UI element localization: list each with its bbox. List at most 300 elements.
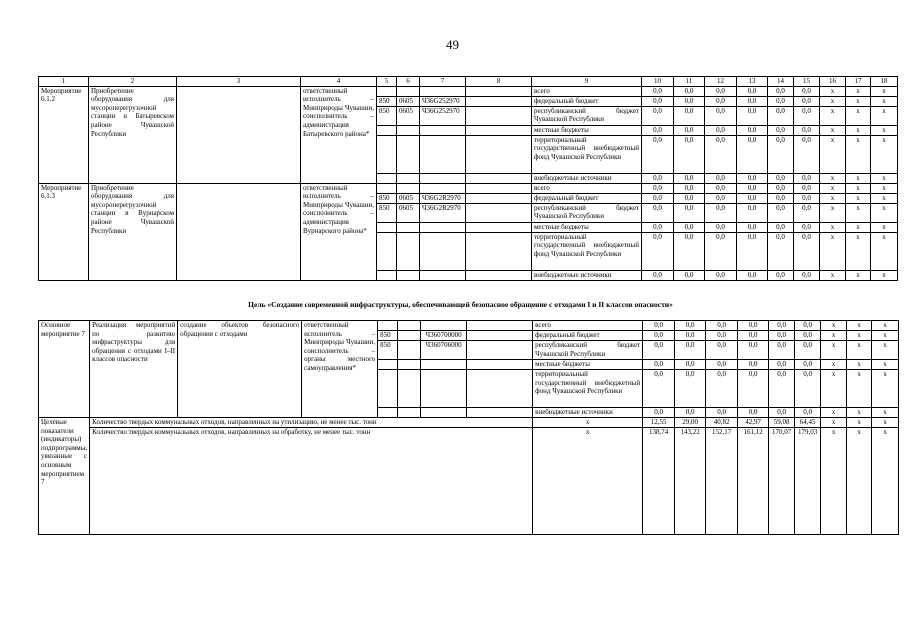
x-cell: x <box>872 360 899 370</box>
amount-cell: 0,0 <box>769 321 795 331</box>
grbs-cell <box>377 135 397 173</box>
empty-cell <box>466 203 532 222</box>
rz-cell <box>398 341 421 360</box>
empty-cell <box>467 341 533 360</box>
amount-cell: 0,0 <box>737 222 768 232</box>
empty-cell <box>466 183 532 193</box>
x-cell: x <box>847 428 872 535</box>
x-cell: x <box>820 173 846 183</box>
amount-cell: 0,0 <box>642 222 674 232</box>
amount-cell: 0,0 <box>737 135 768 173</box>
x-cell: x <box>872 428 899 535</box>
grbs-cell: 850 <box>377 96 397 106</box>
col-header: 18 <box>871 77 898 87</box>
amount-cell: 0,0 <box>674 173 705 183</box>
amount-cell: 0,0 <box>642 125 674 135</box>
amount-cell: 0,0 <box>795 370 821 408</box>
indicator-value: 170,07 <box>769 428 795 535</box>
x-cell: x <box>821 341 847 360</box>
grbs-cell <box>377 222 397 232</box>
amount-cell: 0,0 <box>769 408 795 418</box>
empty-cell <box>466 232 532 270</box>
x-cell: x <box>820 270 846 280</box>
empty-cell <box>466 173 532 183</box>
amount-cell: 0,0 <box>674 232 705 270</box>
col-header: 11 <box>674 77 705 87</box>
indicator-value: 40,82 <box>706 418 738 428</box>
amount-cell: 0,0 <box>674 135 705 173</box>
amount-cell: 0,0 <box>768 96 794 106</box>
amount-cell: 0,0 <box>794 203 820 222</box>
rz-cell <box>398 331 421 341</box>
indicator-value: 179,03 <box>795 428 821 535</box>
x-cell: x <box>871 86 898 96</box>
amount-cell: 0,0 <box>706 370 738 408</box>
amount-cell: 0,0 <box>769 370 795 408</box>
amount-cell: 0,0 <box>738 370 769 408</box>
measure-executor: ответственный исполнитель – Минприроды Чувашии, соисполнитель – администрация Батыревского района* <box>301 86 377 183</box>
amount-cell: 0,0 <box>737 96 768 106</box>
amount-cell: 0,0 <box>794 135 820 173</box>
funding-source: всего <box>532 183 642 193</box>
x-cell: x <box>871 203 898 222</box>
csr-cell <box>420 135 466 173</box>
amount-cell: 0,0 <box>737 183 768 193</box>
grbs-cell <box>377 173 397 183</box>
amount-cell: 0,0 <box>795 341 821 360</box>
funding-source: территориальный государственный внебюджетный фонд Чувашской Республики <box>532 232 642 270</box>
funding-source: внебюджетные источники <box>533 408 643 418</box>
rz-cell <box>397 232 420 270</box>
amount-cell: 0,0 <box>794 222 820 232</box>
measure-name: Реализация мероприятий по развитию инфраструктуры для обращения с отходами I–II классов опасности <box>90 321 178 418</box>
empty-cell <box>466 106 532 125</box>
x-cell: x <box>820 96 846 106</box>
amount-cell: 0,0 <box>674 125 705 135</box>
grbs-cell <box>377 183 397 193</box>
x-cell: x <box>871 106 898 125</box>
grbs-cell <box>377 270 397 280</box>
amount-cell: 0,0 <box>642 106 674 125</box>
indicator-value: 152,17 <box>706 428 738 535</box>
amount-cell: 0,0 <box>768 270 794 280</box>
amount-cell: 0,0 <box>768 125 794 135</box>
x-cell: x <box>847 321 872 331</box>
amount-cell: 0,0 <box>738 331 769 341</box>
indicator-unit-x: x <box>533 428 643 535</box>
funding-source: местные бюджеты <box>533 360 643 370</box>
amount-cell: 0,0 <box>705 106 737 125</box>
amount-cell: 0,0 <box>706 331 738 341</box>
amount-cell: 0,0 <box>675 341 706 360</box>
funding-source: республиканский бюджет Чувашской Республики <box>532 106 642 125</box>
amount-cell: 0,0 <box>675 360 706 370</box>
empty-cell <box>467 408 533 418</box>
amount-cell: 0,0 <box>705 203 737 222</box>
amount-cell: 0,0 <box>643 341 675 360</box>
targets-label: Целевые показатели (индикаторы) подпрограммы, увязанные с основным мероприятием 7 <box>39 418 90 535</box>
measure-result <box>177 86 301 183</box>
amount-cell: 0,0 <box>674 270 705 280</box>
amount-cell: 0,0 <box>737 86 768 96</box>
x-cell: x <box>821 370 847 408</box>
col-header: 1 <box>39 77 89 87</box>
amount-cell: 0,0 <box>737 232 768 270</box>
amount-cell: 0,0 <box>642 135 674 173</box>
amount-cell: 0,0 <box>705 222 737 232</box>
csr-cell <box>420 125 466 135</box>
empty-cell <box>467 360 533 370</box>
page-number: 49 <box>446 37 459 52</box>
csr-cell <box>420 232 466 270</box>
funding-source: федеральный бюджет <box>533 331 643 341</box>
csr-cell <box>421 321 467 331</box>
amount-cell: 0,0 <box>737 173 768 183</box>
indicator-value: 64,45 <box>795 418 821 428</box>
rz-cell <box>398 408 421 418</box>
indicator-value: 138,74 <box>643 428 675 535</box>
indicator-value: 12,55 <box>643 418 675 428</box>
funding-source: местные бюджеты <box>532 125 642 135</box>
csr-cell <box>421 370 467 408</box>
grbs-cell: 850 <box>378 331 398 341</box>
amount-cell: 0,0 <box>768 222 794 232</box>
rz-cell: 0605 <box>397 106 420 125</box>
x-cell: x <box>847 408 872 418</box>
grbs-cell <box>378 408 398 418</box>
amount-cell: 0,0 <box>769 331 795 341</box>
amount-cell: 0,0 <box>705 173 737 183</box>
x-cell: x <box>872 341 899 360</box>
csr-cell <box>420 270 466 280</box>
csr-cell: Ч36G252970 <box>420 106 466 125</box>
x-cell: x <box>846 193 871 203</box>
measure-result: создание объектов безопасного обращения с отходами <box>178 321 302 418</box>
amount-cell: 0,0 <box>642 193 674 203</box>
amount-cell: 0,0 <box>706 341 738 360</box>
x-cell: x <box>820 183 846 193</box>
x-cell: x <box>846 125 871 135</box>
funding-source: федеральный бюджет <box>532 96 642 106</box>
amount-cell: 0,0 <box>705 270 737 280</box>
x-cell: x <box>820 193 846 203</box>
amount-cell: 0,0 <box>642 173 674 183</box>
amount-cell: 0,0 <box>705 232 737 270</box>
x-cell: x <box>847 370 872 408</box>
funding-source: республиканский бюджет Чувашской Республики <box>533 341 643 360</box>
amount-cell: 0,0 <box>738 408 769 418</box>
x-cell: x <box>847 331 872 341</box>
grbs-cell: 850 <box>377 193 397 203</box>
amount-cell: 0,0 <box>794 125 820 135</box>
x-cell: x <box>871 183 898 193</box>
amount-cell: 0,0 <box>768 173 794 183</box>
x-cell: x <box>821 331 847 341</box>
col-header: 16 <box>820 77 846 87</box>
indicator-value: 59,08 <box>769 418 795 428</box>
amount-cell: 0,0 <box>737 125 768 135</box>
csr-cell: Ч36G252970 <box>420 96 466 106</box>
col-header: 17 <box>846 77 871 87</box>
col-header: 2 <box>89 77 177 87</box>
grbs-cell <box>378 370 398 408</box>
empty-cell <box>466 270 532 280</box>
amount-cell: 0,0 <box>642 232 674 270</box>
x-cell: x <box>846 86 871 96</box>
amount-cell: 0,0 <box>737 270 768 280</box>
amount-cell: 0,0 <box>769 360 795 370</box>
funding-source: территориальный государственный внебюджетный фонд Чувашской Республики <box>532 135 642 173</box>
rz-cell <box>397 125 420 135</box>
grbs-cell <box>377 125 397 135</box>
empty-cell <box>467 370 533 408</box>
col-header: 15 <box>794 77 820 87</box>
csr-cell: Ч360700000 <box>421 331 467 341</box>
col-header: 3 <box>177 77 301 87</box>
empty-cell <box>466 135 532 173</box>
amount-cell: 0,0 <box>768 232 794 270</box>
measure-code: Мероприятие 6.1.2 <box>39 86 89 183</box>
csr-cell <box>421 360 467 370</box>
amount-cell: 0,0 <box>795 331 821 341</box>
x-cell: x <box>846 96 871 106</box>
x-cell: x <box>872 370 899 408</box>
funding-source: местные бюджеты <box>532 222 642 232</box>
amount-cell: 0,0 <box>794 173 820 183</box>
rz-cell <box>397 270 420 280</box>
grbs-cell: 850 <box>377 203 397 222</box>
csr-cell <box>420 173 466 183</box>
amount-cell: 0,0 <box>643 331 675 341</box>
amount-cell: 0,0 <box>706 408 738 418</box>
amount-cell: 0,0 <box>675 370 706 408</box>
col-header: 12 <box>705 77 737 87</box>
empty-cell <box>466 86 532 96</box>
rz-cell <box>398 370 421 408</box>
program-table-bottom <box>38 320 899 535</box>
grbs-cell: 850 <box>378 341 398 360</box>
amount-cell: 0,0 <box>674 193 705 203</box>
indicator-value: 161,12 <box>738 428 769 535</box>
amount-cell: 0,0 <box>643 360 675 370</box>
x-cell: x <box>846 106 871 125</box>
indicator-name: Количество твердых коммунальных отходов, направленных на обработку, не менее тыс. тонн <box>90 428 533 535</box>
amount-cell: 0,0 <box>794 183 820 193</box>
measure-executor: ответственный исполнитель – Минприроды Чувашии, соисполнитель – администрация Вурнарского района* <box>301 183 377 280</box>
x-cell: x <box>820 125 846 135</box>
amount-cell: 0,0 <box>768 106 794 125</box>
x-cell: x <box>872 331 899 341</box>
empty-cell <box>467 321 533 331</box>
amount-cell: 0,0 <box>674 86 705 96</box>
amount-cell: 0,0 <box>642 96 674 106</box>
amount-cell: 0,0 <box>705 135 737 173</box>
amount-cell: 0,0 <box>794 193 820 203</box>
measure-code: Мероприятие 6.1.3 <box>39 183 89 280</box>
amount-cell: 0,0 <box>674 106 705 125</box>
x-cell: x <box>846 222 871 232</box>
amount-cell: 0,0 <box>794 106 820 125</box>
indicator-row <box>39 418 899 428</box>
amount-cell: 0,0 <box>794 86 820 96</box>
indicator-name: Количество твердых коммунальных отходов, направленных на утилизацию, не менее тыс. тонн <box>90 418 533 428</box>
csr-cell <box>421 408 467 418</box>
grbs-cell: 850 <box>377 106 397 125</box>
x-cell: x <box>846 183 871 193</box>
x-cell: x <box>820 232 846 270</box>
measure-name: Приобретение оборудования для мусороперегрузочной станции в Батыревском районе Чувашской Республики <box>89 86 177 183</box>
csr-cell: Ч36G2R2970 <box>420 203 466 222</box>
funding-source: всего <box>532 86 642 96</box>
x-cell: x <box>820 106 846 125</box>
grbs-cell <box>377 232 397 270</box>
funding-source: внебюджетные источники <box>532 270 642 280</box>
x-cell: x <box>846 173 871 183</box>
csr-cell: Ч360706000 <box>421 341 467 360</box>
empty-cell <box>466 222 532 232</box>
amount-cell: 0,0 <box>768 203 794 222</box>
amount-cell: 0,0 <box>642 203 674 222</box>
csr-cell <box>420 183 466 193</box>
x-cell: x <box>871 193 898 203</box>
amount-cell: 0,0 <box>795 360 821 370</box>
amount-cell: 0,0 <box>768 183 794 193</box>
amount-cell: 0,0 <box>737 106 768 125</box>
x-cell: x <box>871 125 898 135</box>
x-cell: x <box>871 232 898 270</box>
col-header: 5 <box>377 77 397 87</box>
x-cell: x <box>821 408 847 418</box>
amount-cell: 0,0 <box>794 232 820 270</box>
amount-cell: 0,0 <box>738 321 769 331</box>
x-cell: x <box>846 135 871 173</box>
amount-cell: 0,0 <box>642 86 674 96</box>
amount-cell: 0,0 <box>705 183 737 193</box>
measure-code: Основное мероприятие 7 <box>39 321 90 418</box>
col-header: 13 <box>737 77 768 87</box>
amount-cell: 0,0 <box>705 86 737 96</box>
rz-cell <box>398 321 421 331</box>
indicator-unit-x: x <box>533 418 643 428</box>
amount-cell: 0,0 <box>642 183 674 193</box>
measure-result <box>177 183 301 280</box>
amount-cell: 0,0 <box>794 270 820 280</box>
amount-cell: 0,0 <box>737 203 768 222</box>
col-header: 4 <box>301 77 377 87</box>
x-cell: x <box>847 418 872 428</box>
measure-executor: ответственный исполнитель – Минприроды Чувашии, соисполнитель – органы местного самоуправления* <box>302 321 378 418</box>
rz-cell <box>397 183 420 193</box>
amount-cell: 0,0 <box>674 203 705 222</box>
amount-cell: 0,0 <box>674 96 705 106</box>
x-cell: x <box>846 270 871 280</box>
table-row <box>39 86 898 96</box>
amount-cell: 0,0 <box>675 321 706 331</box>
amount-cell: 0,0 <box>768 193 794 203</box>
empty-cell <box>466 193 532 203</box>
amount-cell: 0,0 <box>705 125 737 135</box>
x-cell: x <box>872 321 899 331</box>
x-cell: x <box>820 222 846 232</box>
amount-cell: 0,0 <box>706 360 738 370</box>
rz-cell <box>397 173 420 183</box>
grbs-cell <box>378 360 398 370</box>
grbs-cell <box>377 86 397 96</box>
amount-cell: 0,0 <box>674 222 705 232</box>
indicator-value: 143,22 <box>675 428 706 535</box>
x-cell: x <box>821 360 847 370</box>
amount-cell: 0,0 <box>738 341 769 360</box>
amount-cell: 0,0 <box>737 193 768 203</box>
amount-cell: 0,0 <box>768 86 794 96</box>
amount-cell: 0,0 <box>706 321 738 331</box>
funding-source: республиканский бюджет Чувашской Республики <box>532 203 642 222</box>
program-table-top <box>38 76 898 281</box>
rz-cell <box>397 222 420 232</box>
col-header: 14 <box>768 77 794 87</box>
amount-cell: 0,0 <box>642 270 674 280</box>
csr-cell <box>420 222 466 232</box>
x-cell: x <box>872 408 899 418</box>
header-row <box>39 77 898 87</box>
x-cell: x <box>871 173 898 183</box>
x-cell: x <box>846 203 871 222</box>
indicator-value: 29,00 <box>675 418 706 428</box>
x-cell: x <box>847 341 872 360</box>
x-cell: x <box>871 135 898 173</box>
table-row <box>39 183 898 193</box>
rz-cell: 0605 <box>397 96 420 106</box>
x-cell: x <box>820 135 846 173</box>
x-cell: x <box>847 360 872 370</box>
goal-heading: Цель «Создание современной инфраструктуры, обеспечивающей безопасное обращение с отходами I и II классов опасности» <box>248 300 673 309</box>
grbs-cell <box>378 321 398 331</box>
rz-cell: 0605 <box>397 203 420 222</box>
amount-cell: 0,0 <box>705 96 737 106</box>
funding-source: всего <box>533 321 643 331</box>
amount-cell: 0,0 <box>643 370 675 408</box>
amount-cell: 0,0 <box>675 331 706 341</box>
measure-name: Приобретение оборудования для мусороперегрузочной станции в Вурнарском районе Чувашской Республики <box>89 183 177 280</box>
indicator-value: 42,97 <box>738 418 769 428</box>
empty-cell <box>467 331 533 341</box>
col-header: 7 <box>420 77 466 87</box>
col-header: 6 <box>397 77 420 87</box>
table-row <box>39 321 899 331</box>
amount-cell: 0,0 <box>795 408 821 418</box>
csr-cell: Ч36G2R2970 <box>420 193 466 203</box>
rz-cell <box>398 360 421 370</box>
indicator-row <box>39 428 899 535</box>
x-cell: x <box>871 270 898 280</box>
empty-cell <box>466 125 532 135</box>
amount-cell: 0,0 <box>795 321 821 331</box>
amount-cell: 0,0 <box>768 135 794 173</box>
rz-cell <box>397 135 420 173</box>
rz-cell: 0605 <box>397 193 420 203</box>
amount-cell: 0,0 <box>794 96 820 106</box>
x-cell: x <box>871 96 898 106</box>
x-cell: x <box>846 232 871 270</box>
amount-cell: 0,0 <box>675 408 706 418</box>
col-header: 8 <box>466 77 532 87</box>
x-cell: x <box>821 428 847 535</box>
x-cell: x <box>871 222 898 232</box>
rz-cell <box>397 86 420 96</box>
amount-cell: 0,0 <box>643 408 675 418</box>
amount-cell: 0,0 <box>705 193 737 203</box>
col-header: 9 <box>532 77 642 87</box>
